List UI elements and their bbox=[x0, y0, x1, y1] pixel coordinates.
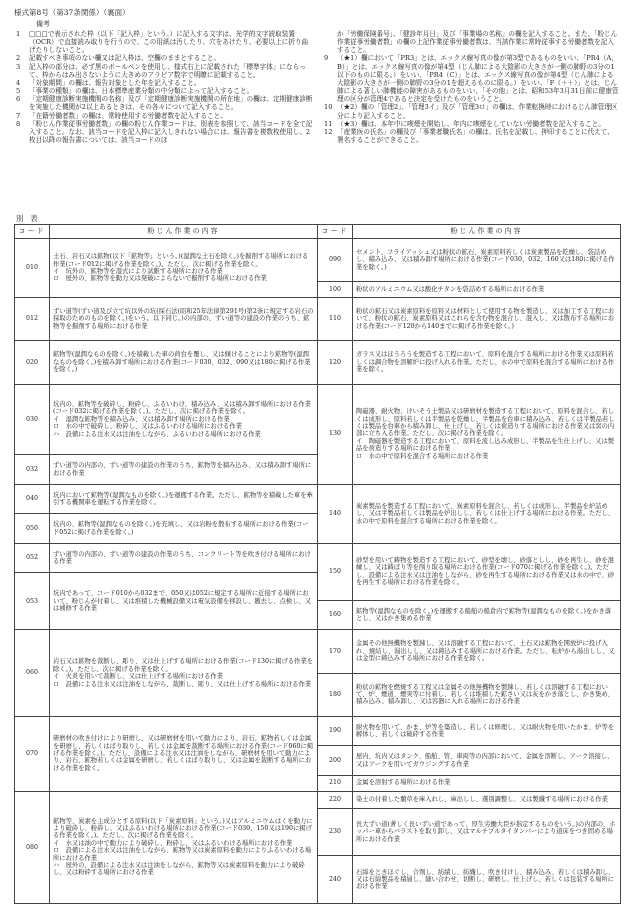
content-cell: 粉状のアルミニウム又は酸化チタンを袋詰めする場所における作業 bbox=[353, 282, 621, 298]
note-item bbox=[16, 112, 314, 120]
note-item bbox=[324, 120, 620, 128]
content-cell: ずい道等の内部の、ずい道等の建設の作業のうち、コンクリート等を吹き付ける場所における作業 bbox=[50, 543, 318, 572]
code-cell: 120 bbox=[318, 341, 353, 384]
notes-title: 備考 bbox=[36, 20, 50, 28]
content-cell: 砂型を用いて鋳物を製造する工程において、砂型を壊し、砂落としし、砂を再生し、砂を混練し、又は鋳ばり等を削り取る場所における作業(コード070に掲げる作業を除く。)。ただし、設備による注水又は注油をしながら、砂を再生する場所における作業又は水の中で、砂を再生する場所における作業を除く。 bbox=[353, 543, 621, 600]
note-number: 10 bbox=[324, 103, 333, 112]
note-item bbox=[16, 120, 314, 144]
content-cell: 粉状の鉱石又は炭素原料を原料又は材料として使用する物を製造し、又は加工する工程において、粉状の鉱石、炭素原料又はこれらを含む物を混合し、混入し、又は散布する場所における作業(コード120から140までに掲げる作業を除く。) bbox=[353, 297, 621, 340]
content-cell: 耐火物を用いて、かま、炉等を築造し、若しくは修理し、又は耐火物を用いたかま、炉等を解体し、若しくは破砕する作業 bbox=[353, 716, 621, 745]
note-number: 3 bbox=[16, 62, 21, 71]
header-content-left: 粉じん作業の内容 bbox=[50, 225, 318, 239]
content-cell: 染土の付着した藺草を庫入れし、庫出しし、選別調整し、又は製織する場所における作業 bbox=[353, 791, 621, 808]
note-text: 「粉じん作業従事労働者数」の欄の粉じん作業コードは、別表を参照して、該当コードを全て記入すること。なお、該当コードを記入枠に記入しきれない場合には、報告書を複数枚使用し、2枚目以降の報告書については、該当コードのほ bbox=[29, 119, 313, 145]
code-cell: 210 bbox=[318, 775, 353, 791]
note-item bbox=[324, 128, 620, 144]
note-item bbox=[324, 54, 620, 103]
note-item bbox=[16, 79, 314, 87]
table-header-row bbox=[15, 225, 621, 239]
code-cell: 020 bbox=[15, 341, 50, 384]
code-cell: 100 bbox=[318, 282, 353, 298]
header-code-left: コード bbox=[15, 225, 50, 239]
note-number: 4 bbox=[16, 78, 21, 87]
code-cell: 140 bbox=[318, 484, 353, 543]
note-text: 記入枠の部分は、必ず黒のボールペンを使用し、様式右上に記載された「標準字体」にならって、枠からはみ出さないように大きめのアラビア数字で明瞭に記載すること。 bbox=[29, 62, 306, 79]
content-cell: 金属を溶射する場所における作業 bbox=[353, 775, 621, 791]
content-cell: 金属その他無機物を製錬し、又は溶融する工程において、土石又は鉱物を開放炉に投げ入れ、焼結し、湯出しし、又は鋳込みする場所における作業。ただし、転炉から湯出しし、又は金型に鋳込みする場所における作業を除く。 bbox=[353, 630, 621, 673]
note-text: 「在籍労働者数」の欄は、常時使用する労働者数を記入すること。 bbox=[29, 111, 227, 120]
code-cell: 130 bbox=[318, 384, 353, 484]
note-text: 「対象期間」の欄は、報告対象とした年を記入すること。 bbox=[29, 78, 201, 87]
content-cell: 石綿をときほぐし、合剤し、紡績し、紡織し、吹き付けし、積み込み、若しくは積み卸し、又は石綿製品を積層し、縫い合わせ、切断し、研磨し、仕上げし、若しくは包装する場所における作業 bbox=[353, 856, 621, 904]
note-text: 「事業の種類」の欄は、日本標準産業分類の中分類によって記入すること。 bbox=[29, 87, 254, 96]
note-number: 5 bbox=[16, 87, 21, 96]
content-cell: セメント、フライアッシュ又は粉状の鉱石、炭素原料若しくは炭素製品を乾燥し、袋詰めし、積み込み、又は積み卸す場所における作業(コード030、032、160又は180に掲げる作業を除く。) bbox=[353, 239, 621, 282]
content-cell: ガラス又はほうろうを製造する工程において、原料を混合する場所における作業又は原料若しくは調合物を溶解炉に投げ入れる作業。ただし、水の中で原料を混合する場所における作業を除く。 bbox=[353, 341, 621, 384]
header-code-right: コード bbox=[318, 225, 353, 239]
form-title: 様式第8号（第37条関係）（裏面） bbox=[14, 8, 130, 17]
content-cell: 研磨材の吹き付けにより研磨し、又は研磨材を用いて動力により、岩石、鉱物若しくは金属を研磨し、若しくはばり取りし、若しくは金属を裁断する場所における作業(コード060に掲げる作業を除く。)。ただし、設備による注水又は注油をしながら、研磨材を用いて動力により、岩石、鉱物若しくは金属を研磨し、若しくはばり取りし、又は金属を裁断する場所における作業を除く。 bbox=[50, 716, 318, 791]
appendix-table-label: 別 表 bbox=[16, 214, 38, 223]
code-cell: 110 bbox=[318, 297, 353, 340]
note-text: （★3）欄は、本年中に喫煙を開始し、年内に喫煙をしていない労働者数を記入すること。 bbox=[337, 119, 605, 128]
note-text: □□□で表示された枠（以下「記入枠」という。）に記入する文字は、光学的文字読取装置（OCR）で直接読み取りを行うので、この用紙は汚したり、穴をあけたり、必要以上に折り曲げたりしないこと。 bbox=[29, 30, 309, 55]
note-item bbox=[324, 103, 620, 119]
note-text: （★1）欄において「PR3」とは、エックス線写真の像が第3型であるものをいい、「PR4（A，B）」とは、エックス線写真の像が第4型（じん肺による大陰影の大きさが一側の肺野の3分の1以下のものに限る。）をいい、「PR4（C）」とは、エックス線写真の像が第4型（じん肺による大陰影の大きさが一側の肺野の3分の1を超えるものに限る。）をいい、「F（＋＋）」とは、じん肺による著しい肺機能の障害があるものをいい、「その他」とは、昭和53年3月31日前に健康管理の区分が管理4であると決定を受けたものをいうこと。 bbox=[337, 54, 619, 104]
content-cell: 粉状の鉱物を燃焼する工程又は金属その他無機物を製錬し、若しくは溶融する工程において、炉、煙道、煙突等に付着し、若しくは堆積した鉱さい又は灰をかき落とし、かき集め、積み込み、積み卸し、又は容器に入れる場所における作業 bbox=[353, 673, 621, 716]
dust-work-code-table bbox=[14, 224, 621, 904]
content-cell: 鉱物等(湿潤なものを除く。)を積載した車の荷台を覆し、又は傾けることにより鉱物等(湿潤なものを除く。)を積み卸す場所における作業(コード030、032、090又は180に掲げる作業を除く。) bbox=[50, 341, 318, 384]
note-item bbox=[16, 54, 314, 62]
content-cell: 炭素製品を製造する工程において、炭素原料を混合し、若しくは成形し、半製品を炉詰めし、又は半製品若しくは製品を炉出しし、若しくは仕上げする場所における作業。ただし、水の中で原料を混合する場所における作業を除く。 bbox=[353, 484, 621, 543]
notes-left-column bbox=[16, 30, 314, 144]
note-text: 記載すべき事項のない欄又は記入枠は、空欄のままとすること。 bbox=[29, 54, 221, 63]
code-cell: 200 bbox=[318, 746, 353, 775]
code-cell: 060 bbox=[15, 630, 50, 717]
note-item bbox=[16, 95, 314, 111]
note-number: 7 bbox=[16, 111, 21, 120]
content-cell: 土石、岩石又は鉱物(以下「鉱物等」という。)(湿潤な土石を除く。)を掘削する場所における作業(コード012に掲げる作業を除く。)。ただし、次に掲げる作業を除く。 イ 坑外の、鉱物等を湿式により試錐する場所における作業 ロ 屋外の、鉱物等を動力又は発破によらないで掘削する場所における作業 bbox=[50, 239, 318, 298]
code-cell: 010 bbox=[15, 239, 50, 298]
header-content-right: 粉じん作業の内容 bbox=[353, 225, 621, 239]
note-item bbox=[16, 30, 314, 54]
code-cell: 180 bbox=[318, 673, 353, 716]
content-cell: 鉱物等、炭素を主成分とする原料(以下「炭素原料」という。)又はアルミニウムはくを動力により破砕し、粉砕し、又はふるいわける場所における作業(コード030、150又は190に掲げる作業を除く。)。ただし、次に掲げる作業を除く。 イ 水又は油の中で動力により破砕し、粉砕し、又はふるいわける場所における作業 ロ 設備による注水又は注油をしながら、鉱物等又は炭素原料を動力によりふるいわける場所における作業 ハ 屋外の、設備による注水又は注油をしながら、鉱物等又は炭素原料を動力により破砕し、又は粉砕する場所における作業 bbox=[50, 791, 318, 903]
code-cell: 053 bbox=[15, 573, 50, 630]
note-text: 「産業医の氏名」の欄及び「事業者職氏名」の欄は、氏名を記載し、押印することに代えて、署名することができること。 bbox=[337, 127, 614, 145]
code-cell: 220 bbox=[318, 791, 353, 808]
note-number: 8 bbox=[16, 119, 21, 128]
content-cell: 岩石又は鉱物を裁断し、彫り、又は仕上げする場所における作業(コード130に掲げる作業を除く。)。ただし、次に掲げる作業を除く。 イ 火炎を用いて裁断し、又は仕上げする場所における作業 ロ 設備による注水又は注油をしながら、裁断し、彫り、又は仕上げする場所における作業 bbox=[50, 630, 318, 717]
code-cell: 090 bbox=[318, 239, 353, 282]
note-number: 11 bbox=[324, 119, 333, 128]
note-item bbox=[324, 30, 620, 54]
note-number: 9 bbox=[324, 54, 329, 63]
code-cell: 080 bbox=[15, 791, 50, 903]
content-cell: ずい道等の内部の、ずい道等の建設の作業のうち、鉱物等を積み込み、又は積み卸す場所における作業 bbox=[50, 455, 318, 484]
code-cell: 012 bbox=[15, 297, 50, 340]
note-number: 2 bbox=[16, 54, 21, 63]
code-cell: 170 bbox=[318, 630, 353, 673]
content-cell: 陶磁器、耐火物、けいそう土製品又は研磨材を製造する工程において、原料を混合し、若しくは成形し、原料若しくは半製品を乾燥し、半製品を台車に積み込み、若しくは半製品若しくは製品を台車から積み卸し、仕上げし、若しくは荷造りする場所における作業又は窯の内部に立ち入る作業。ただし、次に掲げる作業を除く。 イ 陶磁器を製造する工程において、原料を流し込み成形し、半製品を生仕上げし、又は製品を荷造りする場所における作業 ロ 水の中で原料を混合する場所における作業 bbox=[353, 384, 621, 484]
content-cell: 屋内、坑内又はタンク、船舶、管、車両等の内部において、金属を溶断し、アーク溶接し、又はアークを用いてガウジングする作業 bbox=[353, 746, 621, 775]
content-cell: 長大ずい道(著しく長いずい道であって、厚生労働大臣が指定するものをいう。)の内部の、ホッパー車からバラストを取り卸し、又はマルチプルタイタンパーにより道床をつき固める場所における作業 bbox=[353, 808, 621, 856]
note-number: 6 bbox=[16, 95, 21, 104]
content-cell: 坑内の、鉱物等(湿潤なものを除く。)を充填し、又は岩粉を散布する場所における作業(コード052に掲げる作業を除く。) bbox=[50, 514, 318, 543]
notes-right-column bbox=[324, 30, 620, 144]
content-cell: 坑内の、鉱物等を破砕し、粉砕し、ふるいわけ、積み込み、又は積み卸す場所における作業(コード032に掲げる作業を除く。)。ただし、次に掲げる作業を除く。 イ 湿潤な鉱物等を積み込み、又は積み卸す場所における作業 ロ 水の中で破砕し、粉砕し、又はふるいわける場所における作業 ハ 設備による注水又は注油をしながら、ふるいわける場所における作業 bbox=[50, 384, 318, 455]
code-cell: 230 bbox=[318, 808, 353, 856]
code-cell: 160 bbox=[318, 600, 353, 629]
content-cell: 坑内であって、コード010から032まで、050又は052に規定する場所に近接する場所において、粉じんが付着し、又は堆積した機械設備又は電気設備を移設し、撤去し、点検し、又は補修する作業 bbox=[50, 573, 318, 630]
note-number: 1 bbox=[16, 30, 21, 38]
content-cell: 坑内において鉱物等(湿潤なものを除く。)を運搬する作業。ただし、鉱物等を積載した車を牽引する機関車を運転する作業を除く。 bbox=[50, 484, 318, 513]
code-cell: 050 bbox=[15, 514, 50, 543]
code-cell: 032 bbox=[15, 455, 50, 484]
code-cell: 150 bbox=[318, 543, 353, 600]
code-cell: 190 bbox=[318, 716, 353, 745]
code-cell: 240 bbox=[318, 856, 353, 904]
content-cell: 鉱物等(湿潤なものを除く。)を運搬する船舶の船倉内で鉱物等(湿潤なものを除く。)をかき落とし、又はかき集める作業 bbox=[353, 600, 621, 629]
code-cell: 070 bbox=[15, 716, 50, 791]
note-item bbox=[16, 63, 314, 79]
note-text: （★2）欄の「管理2」、「管理3イ」及び「管理3ロ」の欄は、作業転換時におけるじん肺管理区分により記入すること。 bbox=[337, 103, 618, 120]
content-cell: ずい道等(ずい道及び立て坑以外の坑(採石法(昭和25年法律第291号)第2条に規定する岩石の採取のためのものを除く。)をいう。以下同じ。)の内部の、ずい道等の建設の作業のうち、鉱物等を掘削する場所における作業 bbox=[50, 297, 318, 340]
code-cell: 040 bbox=[15, 484, 50, 513]
note-text: 「定期健康診断実施機関の名称」及び「定期健康診断実施機関の所在地」の欄は、定期健康診断を実施した機関が2以上あるときは、その各々について記入すること。 bbox=[29, 95, 313, 112]
code-cell: 052 bbox=[15, 543, 50, 572]
note-text: か「労働保険番号」、「健診年月日」及び「事業場の名称」の欄を記入すること。また、「粉じん作業従事労働者数」の欄の上記作業従事労働者数は、当該作業に常時従事する労働者数を記入すること。 bbox=[337, 30, 618, 55]
code-cell: 030 bbox=[15, 384, 50, 455]
note-number: 12 bbox=[324, 127, 333, 136]
